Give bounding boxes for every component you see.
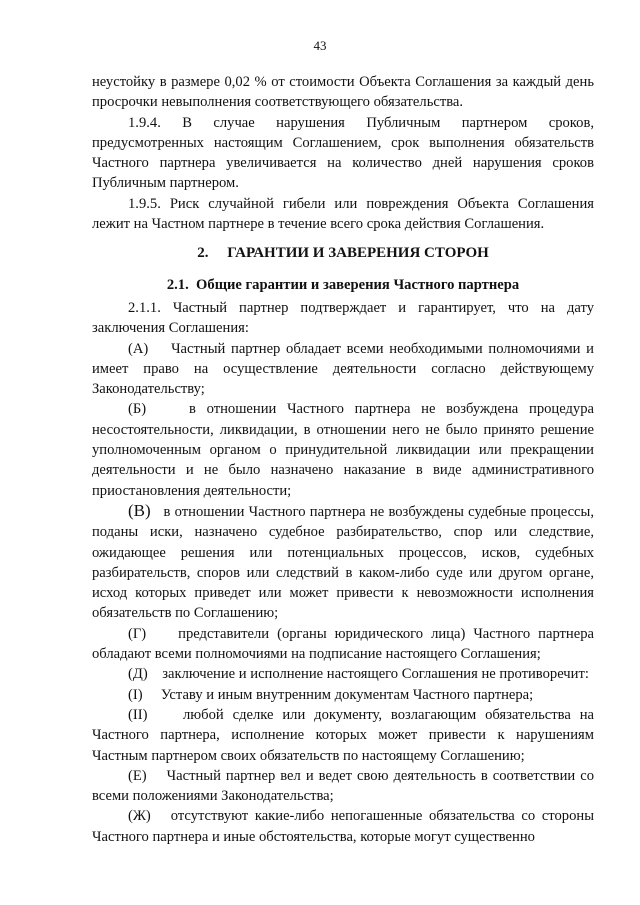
list-item-d-i — [92, 685, 594, 705]
item-marker: (Д) — [128, 666, 148, 683]
list-item-d — [92, 664, 594, 684]
item-marker: (Ж) — [128, 808, 151, 825]
section-title: ГАРАНТИИ И ЗАВЕРЕНИЯ СТОРОН — [227, 245, 489, 262]
item-marker: (II) — [128, 706, 148, 723]
list-item-d-ii — [92, 705, 594, 766]
item-text: представители (органы юридического лица) Частного партнера обладают всеми полномочиями на подписание настоящего Соглашения; — [92, 625, 594, 663]
item-marker: (Б) — [128, 401, 147, 418]
subsection-heading — [92, 275, 594, 295]
page-number: 43 — [313, 38, 327, 53]
list-item-v — [92, 501, 594, 624]
section-number: 2. — [197, 245, 209, 262]
item-text: Уставу и иным внутренним документам Частного партнера; — [160, 686, 534, 703]
paragraph-1-9-5: 1.9.5. Риск случайной гибели или повреждения Объекта Соглашения лежит на Частном партнере в течение всего срока действия Соглашения. — [92, 195, 594, 233]
item-text: Частный партнер обладает всеми необходимыми полномочиями и имеет право на осуществление деятельности согласно действующему Законодательству; — [92, 340, 594, 398]
item-marker: (В) — [128, 500, 151, 520]
list-item-e — [92, 766, 594, 807]
clause-2-1-1: 2.1.1. Частный партнер подтверждает и гарантирует, что на дату заключения Соглашения: — [92, 299, 594, 337]
subsection-title: Общие гарантии и заверения Частного партнера — [196, 276, 520, 293]
item-text: Частный партнер вел и ведет свою деятельность в соответствии со всеми положениями Законодательства; — [92, 767, 594, 805]
item-marker: (I) — [128, 686, 143, 703]
item-text: в отношении Частного партнера не возбуждена процедура несостоятельности, ликвидации, в отношении него не было принято решение уполномоченным органом о принудительной ликвидации или прекращении деятельности и не было назначено наказание в виде административного приостановления деятельности; — [92, 401, 595, 499]
item-text: любой сделке или документу, возлагающим обязательства на Частного партнера, исполнение которых может привести к нарушениям Частным партнером своих обязательств по настоящему Соглашению; — [92, 706, 595, 764]
list-item-b — [92, 399, 594, 500]
list-item-zh — [92, 806, 594, 847]
item-text: отсутствуют какие-либо непогашенные обязательства со стороны Частного партнера и иные обстоятельства, которые могут существенно — [92, 808, 594, 845]
item-marker: (Г) — [128, 625, 147, 642]
paragraph-1-9-4: 1.9.4. В случае нарушения Публичным партнером сроков, предусмотренных настоящим Соглашением, срок выполнения обязательств Частного партнера увеличивается на количество дней нарушения сроков Публичным партнером. — [92, 114, 594, 192]
paragraph-continuation: неустойку в размере 0,02 % от стоимости Объекта Соглашения за каждый день просрочки невыполнения соответствующего обязательства. — [92, 74, 594, 111]
item-text: в отношении Частного партнера не возбуждены судебные процессы, поданы иски, назначено судебное разбирательство, спор или следствие, ожидающее решения или потенциальных процессов, исков, судебных разбирательств, споров или следствий в каком-либо суде или другом органе, исход которых приведет или может привести к невозможности исполнения обязательств по Соглашению; — [92, 503, 594, 622]
page-body — [92, 72, 594, 847]
item-text: заключение и исполнение настоящего Соглашения не противоречит: — [162, 666, 589, 683]
list-item-g — [92, 624, 594, 665]
section-heading — [92, 243, 594, 263]
item-marker: (А) — [128, 340, 149, 357]
item-marker: (Е) — [128, 767, 147, 784]
list-item-a — [92, 339, 594, 400]
subsection-number: 2.1. — [166, 276, 189, 293]
